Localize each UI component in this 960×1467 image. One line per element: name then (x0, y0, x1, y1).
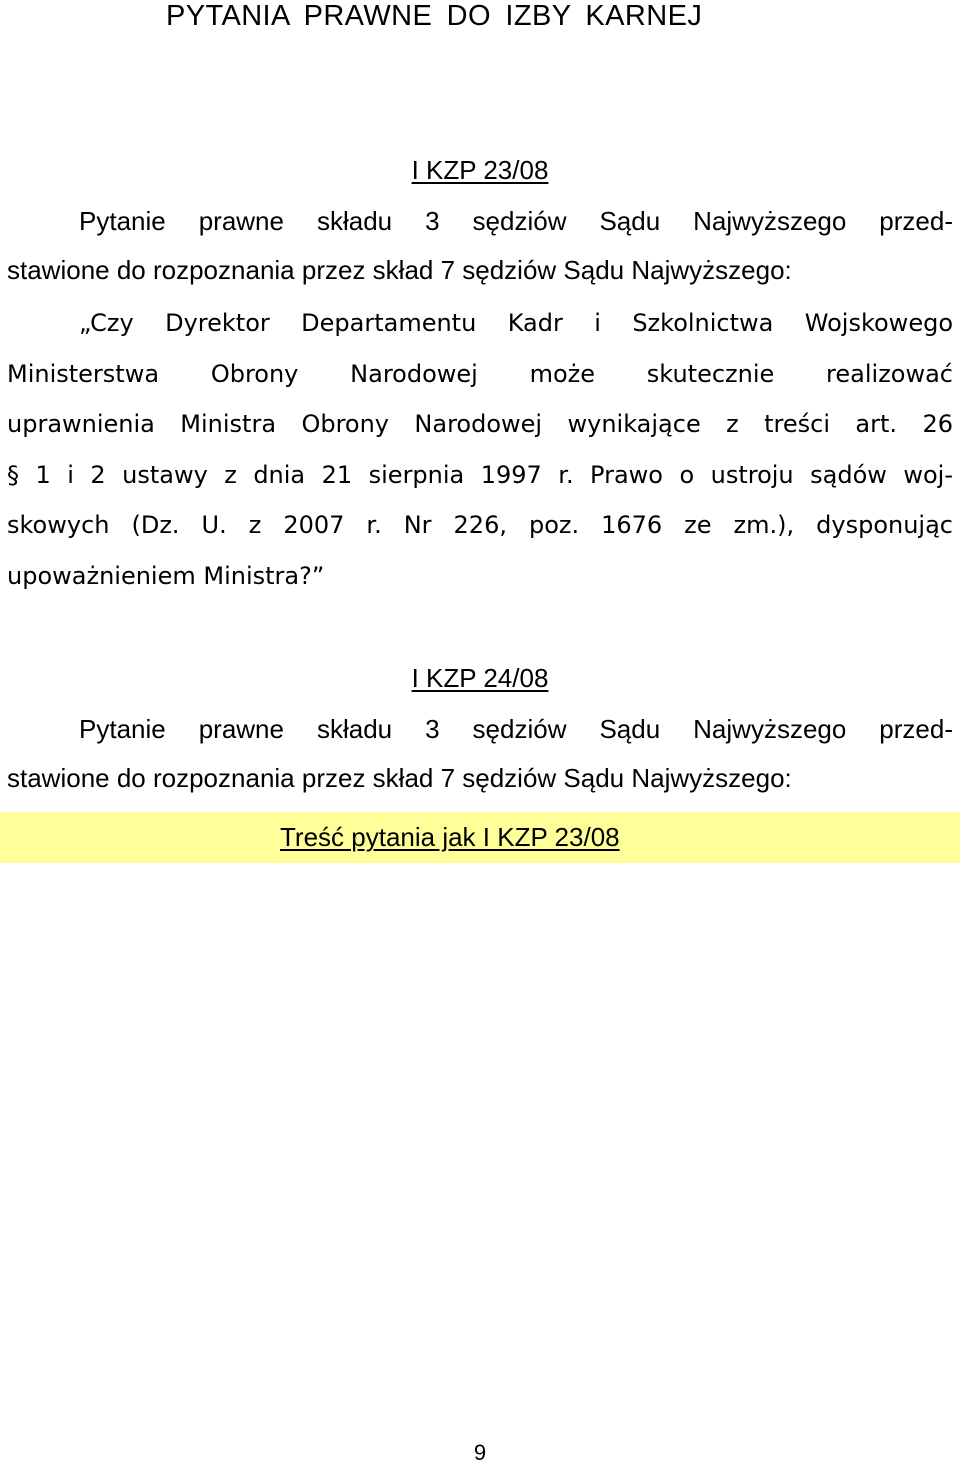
text-line: stawione do rozpoznania przez skład 7 sędziów Sądu Najwyższego: (7, 763, 792, 793)
page-number: 9 (473, 1440, 487, 1465)
text-line: stawione do rozpoznania przez skład 7 sędziów Sądu Najwyższego: (7, 255, 792, 285)
highlighted-reference: Treść pytania jak I KZP 23/08 (280, 822, 620, 852)
page-title: PYTANIA PRAWNE DO IZBY KARNEJ (166, 0, 703, 32)
text-line: „Czy Dyrektor Departamentu Kadr i Szkolnictwa Wojskowego (79, 309, 953, 337)
text-line: Pytanie prawne składu 3 sędziów Sądu Najwyższego przed- (79, 206, 953, 236)
text-line: skowych (Dz. U. z 2007 r. Nr 226, poz. 1676 ze zm.), dysponując (7, 511, 953, 539)
text-line: Ministerstwa Obrony Narodowej może skutecznie realizować (7, 359, 953, 388)
text-line: Pytanie prawne składu 3 sędziów Sądu Najwyższego przed- (79, 714, 953, 744)
text-line: § 1 i 2 ustawy z dnia 21 sierpnia 1997 r. Prawo o ustroju sądów woj- (7, 460, 953, 489)
case-number-heading: I KZP 24/08 (411, 663, 549, 693)
question-intro (7, 197, 953, 295)
text-line: upoważnieniem Ministra?” (7, 561, 325, 590)
text-line: uprawnienia Ministra Obrony Narodowej wynikające z treści art. 26 (7, 410, 953, 438)
case-number-heading: I KZP 23/08 (411, 155, 549, 185)
question-intro (7, 705, 953, 803)
legal-question-text (7, 298, 953, 601)
